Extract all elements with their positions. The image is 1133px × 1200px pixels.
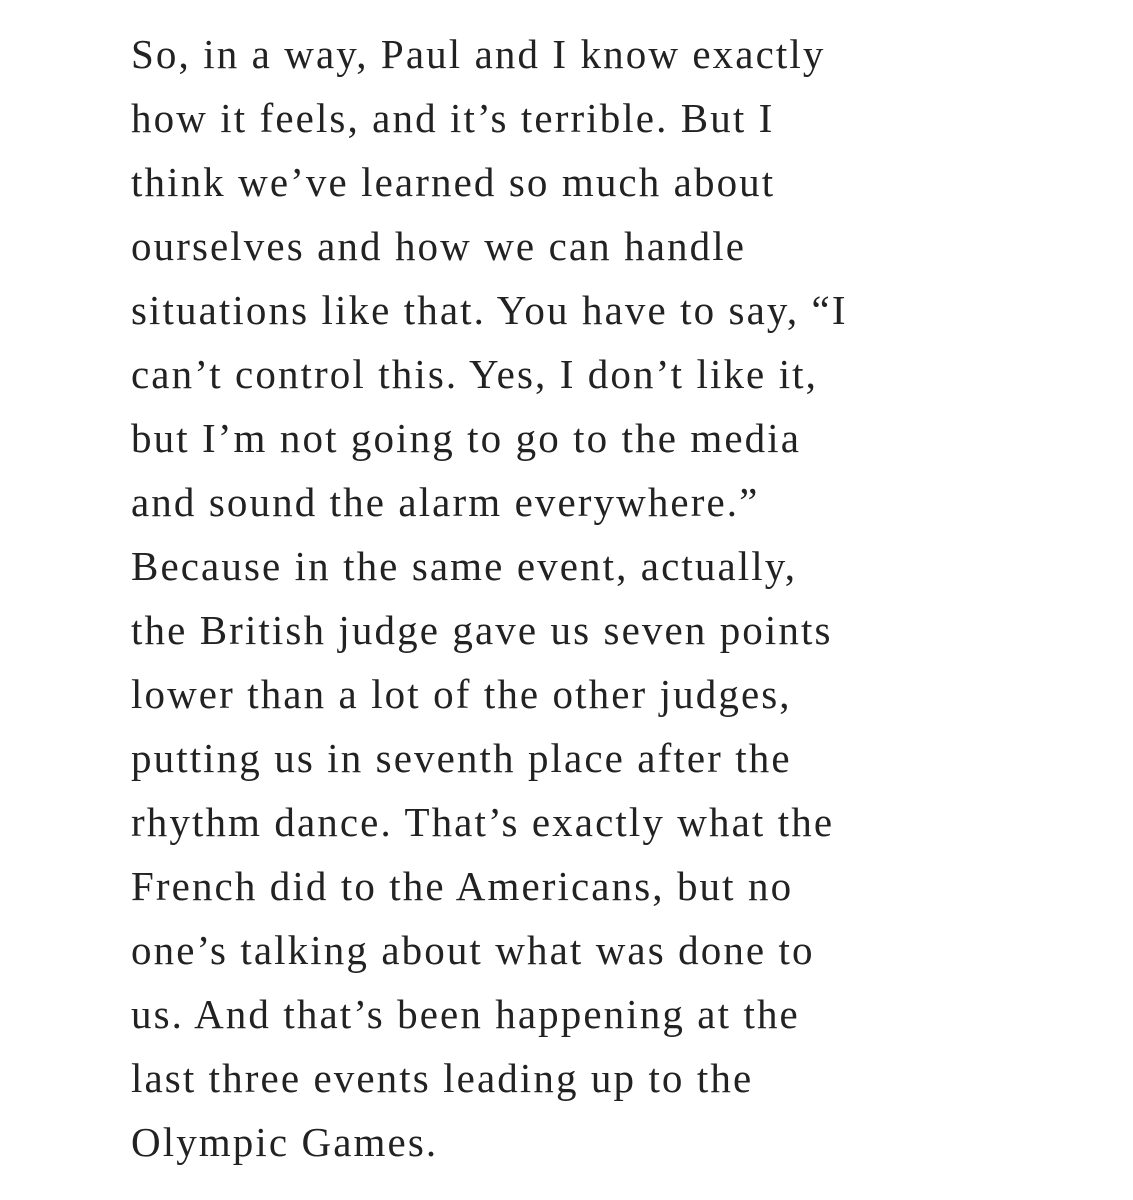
paragraph-line: one’s talking about what was done to xyxy=(131,927,815,973)
paragraph-line: French did to the Americans, but no xyxy=(131,863,794,909)
paragraph-line: the British judge gave us seven points xyxy=(131,607,833,653)
paragraph-line: lower than a lot of the other judges, xyxy=(131,671,792,717)
paragraph-line: putting us in seventh place after the xyxy=(131,735,792,781)
paragraph-line: think we’ve learned so much about xyxy=(131,159,776,205)
paragraph-line: So, in a way, Paul and I know exactly xyxy=(131,31,826,77)
paragraph-line: and sound the alarm everywhere.” xyxy=(131,479,760,525)
paragraph-line: Olympic Games. xyxy=(131,1119,439,1165)
paragraph-line: but I’m not going to go to the media xyxy=(131,415,802,461)
paragraph-line: Because in the same event, actually, xyxy=(131,543,798,589)
paragraph-line: situations like that. You have to say, “I xyxy=(131,287,848,333)
paragraph-line: ourselves and how we can handle xyxy=(131,223,746,269)
paragraph-line: how it feels, and it’s terrible. But I xyxy=(131,95,775,141)
paragraph-line: us. And that’s been happening at the xyxy=(131,991,800,1037)
paragraph-line: rhythm dance. That’s exactly what the xyxy=(131,799,835,845)
paragraph-line: last three events leading up to the xyxy=(131,1055,754,1101)
paragraph-line: can’t control this. Yes, I don’t like it, xyxy=(131,351,819,397)
article-paragraph xyxy=(131,22,1031,1174)
